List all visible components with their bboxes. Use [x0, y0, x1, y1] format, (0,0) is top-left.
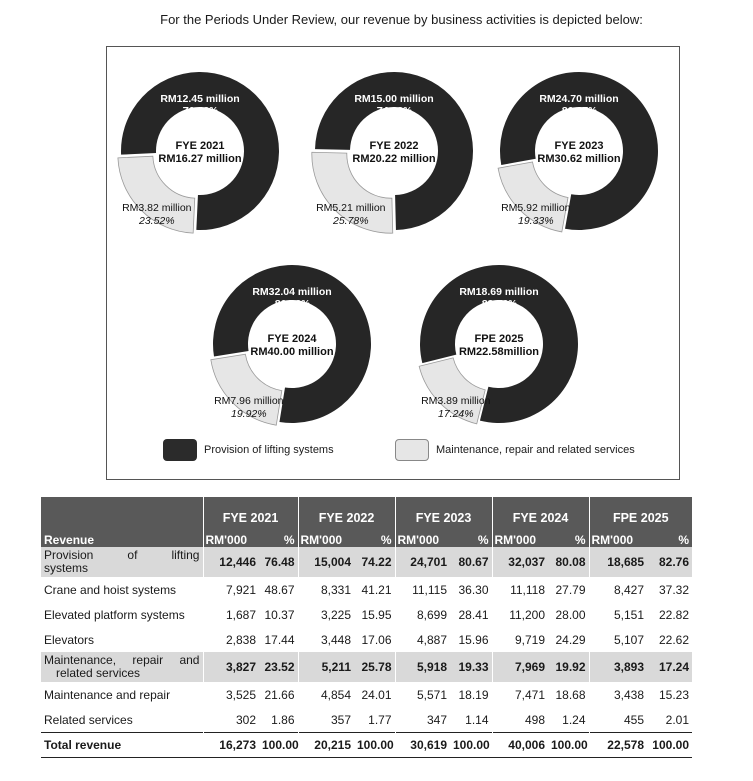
- cell-pct: 1.77: [368, 712, 392, 727]
- legend-swatch-lifting: [163, 439, 197, 461]
- slice-percent-lifting: 74.22%: [376, 105, 412, 117]
- cell-pct: 100.00: [354, 733, 395, 758]
- cell-rm: 302: [203, 707, 259, 733]
- cell-rm: 15,004: [298, 547, 354, 577]
- donut-chart: [498, 72, 658, 232]
- pct-header: %: [647, 525, 692, 547]
- cell-pct: 19.92: [548, 652, 589, 682]
- donut-charts-svg: [107, 47, 679, 479]
- cell-pct: 1.14: [465, 712, 489, 727]
- slice-percent-maintenance: 25.78%: [333, 215, 369, 228]
- cell-rm: 8,427: [589, 577, 647, 602]
- table-row: [41, 707, 692, 733]
- period-header: FYE 2021: [203, 497, 298, 525]
- unit-header: RM'000: [298, 525, 354, 547]
- table-row: [41, 627, 692, 652]
- row-label: Provision of lifting systems: [41, 547, 203, 577]
- cell-rm: 9,719: [492, 627, 548, 652]
- cell-pct: 80.67: [450, 547, 492, 577]
- slice-value-maintenance: RM5.21 million: [316, 202, 386, 215]
- cell-rm: 11,200: [492, 602, 548, 627]
- legend-swatch-maintenance: [395, 439, 429, 461]
- cell-pct: 25.78: [354, 652, 395, 682]
- cell-pct: 18.68: [555, 687, 586, 702]
- row-label: Elevated platform systems: [44, 607, 185, 622]
- donut-total: RM16.27 million: [158, 153, 242, 165]
- cell-pct: 21.66: [264, 687, 295, 702]
- slice-value-maintenance: RM3.82 million: [122, 202, 192, 215]
- slice-percent-maintenance: 19.92%: [231, 408, 267, 421]
- unit-header: RM'000: [492, 525, 548, 547]
- period-header: FYE 2023: [395, 497, 492, 525]
- unit-header: RM'000: [395, 525, 450, 547]
- cell-pct: 41.21: [361, 582, 392, 597]
- donut-chart: [118, 72, 279, 233]
- legend-item-lifting: [163, 439, 334, 461]
- unit-header: RM'000: [589, 525, 647, 547]
- cell-rm: 16,273: [203, 733, 259, 758]
- cell-pct: 37.32: [658, 582, 689, 597]
- unit-header: RM'000: [203, 525, 259, 547]
- donut-total: RM30.62 million: [537, 153, 621, 165]
- table-period-header-row: [41, 497, 692, 525]
- cell-rm: 22,578: [589, 733, 647, 758]
- cell-pct: 10.37: [264, 607, 295, 622]
- cell-rm: 2,838: [203, 627, 259, 652]
- donut-charts-panel: [106, 46, 680, 480]
- donut-title: FYE 2024: [267, 333, 317, 345]
- cell-rm: 7,969: [492, 652, 548, 682]
- table-group-row: [41, 652, 692, 682]
- cell-pct: 80.08: [548, 547, 589, 577]
- slice-percent-lifting: 80.08%: [274, 298, 310, 310]
- cell-rm: 8,699: [395, 602, 450, 627]
- donut-chart: [211, 265, 371, 425]
- revenue-table: [41, 497, 692, 758]
- cell-rm: 30,619: [395, 733, 450, 758]
- cell-rm: 18,685: [589, 547, 647, 577]
- period-header: FYE 2024: [492, 497, 589, 525]
- total-row: [41, 733, 692, 758]
- pct-header: %: [450, 525, 492, 547]
- row-label: Total revenue: [41, 733, 203, 758]
- cell-pct: 24.29: [555, 632, 586, 647]
- period-header: FPE 2025: [589, 497, 692, 525]
- cell-rm: 498: [492, 707, 548, 733]
- cell-pct: 15.95: [361, 607, 392, 622]
- cell-pct: 28.41: [458, 607, 489, 622]
- cell-pct: 17.24: [647, 652, 692, 682]
- cell-rm: 357: [298, 707, 354, 733]
- slice-percent-lifting: 76.48%: [182, 105, 218, 117]
- table-group-row: [41, 547, 692, 577]
- cell-pct: 19.33: [450, 652, 492, 682]
- cell-pct: 76.48: [259, 547, 298, 577]
- cell-pct: 100.00: [548, 733, 589, 758]
- slice-value-lifting: RM18.69 million: [459, 286, 539, 298]
- pct-header: %: [548, 525, 589, 547]
- cell-rm: 3,448: [298, 627, 354, 652]
- cell-pct: 48.67: [264, 582, 295, 597]
- cell-pct: 82.76: [647, 547, 692, 577]
- period-header: FYE 2022: [298, 497, 395, 525]
- cell-rm: 7,471: [492, 682, 548, 707]
- cell-pct: 24.01: [361, 687, 392, 702]
- donut-title: FPE 2025: [474, 333, 524, 345]
- slice-percent-maintenance: 17.24%: [438, 408, 474, 421]
- slice-value-maintenance: RM7.96 million: [214, 395, 284, 408]
- cell-pct: 17.44: [264, 632, 295, 647]
- cell-rm: 12,446: [203, 547, 259, 577]
- cell-pct: 36.30: [458, 582, 489, 597]
- slice-value-maintenance: RM3.89 million: [421, 395, 491, 408]
- table-row: [41, 577, 692, 602]
- cell-rm: 347: [395, 707, 450, 733]
- cell-rm: 11,118: [492, 577, 548, 602]
- donut-title: FYE 2021: [175, 140, 225, 152]
- cell-rm: 3,893: [589, 652, 647, 682]
- slice-percent-maintenance: 19.33%: [518, 215, 554, 228]
- donut-total: RM22.58million: [458, 346, 540, 358]
- cell-pct: 1.86: [271, 712, 295, 727]
- cell-rm: 7,921: [203, 577, 259, 602]
- cell-rm: 3,525: [203, 682, 259, 707]
- row-label: Crane and hoist systems: [44, 582, 177, 597]
- table-row: [41, 602, 692, 627]
- pct-header: %: [354, 525, 395, 547]
- cell-rm: 3,225: [298, 602, 354, 627]
- pct-header: %: [259, 525, 298, 547]
- cell-rm: 4,887: [395, 627, 450, 652]
- cell-rm: 40,006: [492, 733, 548, 758]
- table-unit-header-row: [41, 525, 692, 547]
- row-label: Elevators: [44, 632, 95, 647]
- cell-rm: 5,211: [298, 652, 354, 682]
- table-row: [41, 682, 692, 707]
- cell-pct: 28.00: [555, 607, 586, 622]
- donut-chart: [419, 265, 578, 424]
- cell-rm: 455: [589, 707, 647, 733]
- cell-pct: 18.19: [458, 687, 489, 702]
- revenue-table-body: [41, 547, 692, 758]
- cell-pct: 100.00: [259, 733, 298, 758]
- legend-label-lifting: Provision of lifting systems: [204, 444, 334, 456]
- slice-percent-lifting: 82.76%: [481, 298, 517, 310]
- cell-rm: 20,215: [298, 733, 354, 758]
- row-label: Related services: [44, 712, 133, 727]
- slice-value-lifting: RM24.70 million: [539, 93, 619, 105]
- cell-pct: 100.00: [450, 733, 492, 758]
- revenue-header: Revenue: [41, 525, 203, 547]
- cell-pct: 100.00: [647, 733, 692, 758]
- cell-rm: 24,701: [395, 547, 450, 577]
- cell-pct: 23.52: [259, 652, 298, 682]
- slice-value-lifting: RM32.04 million: [252, 286, 332, 298]
- legend-item-maintenance: [395, 439, 635, 461]
- legend-label-maintenance: Maintenance, repair and related services: [436, 444, 635, 456]
- row-label: Maintenance and repair: [44, 687, 171, 702]
- cell-rm: 1,687: [203, 602, 259, 627]
- slice-value-maintenance: RM5.92 million: [501, 202, 571, 215]
- slice-value-lifting: RM12.45 million: [160, 93, 240, 105]
- slice-percent-lifting: 80.67%: [561, 105, 597, 117]
- cell-rm: 8,331: [298, 577, 354, 602]
- slice-percent-maintenance: 23.52%: [139, 215, 175, 228]
- donut-chart: [312, 72, 473, 233]
- cell-rm: 5,918: [395, 652, 450, 682]
- intro-text: For the Periods Under Review, our revenue by business activities is depicted below:: [160, 12, 643, 27]
- donut-total: RM40.00 million: [250, 346, 334, 358]
- cell-pct: 17.06: [361, 632, 392, 647]
- cell-rm: 4,854: [298, 682, 354, 707]
- cell-rm: 32,037: [492, 547, 548, 577]
- cell-rm: 3,827: [203, 652, 259, 682]
- cell-pct: 2.01: [665, 712, 689, 727]
- cell-pct: 15.23: [658, 687, 689, 702]
- cell-pct: 15.96: [458, 632, 489, 647]
- cell-pct: 22.62: [658, 632, 689, 647]
- donut-total: RM20.22 million: [352, 153, 436, 165]
- donut-title: FYE 2023: [554, 140, 604, 152]
- cell-rm: 5,107: [589, 627, 647, 652]
- cell-rm: 5,571: [395, 682, 450, 707]
- cell-rm: 11,115: [395, 577, 450, 602]
- slice-value-lifting: RM15.00 million: [354, 93, 434, 105]
- cell-pct: 27.79: [555, 582, 586, 597]
- row-label: Maintenance, repair and related services: [41, 652, 203, 682]
- cell-rm: 5,151: [589, 602, 647, 627]
- cell-pct: 1.24: [562, 712, 586, 727]
- cell-pct: 22.82: [658, 607, 689, 622]
- cell-pct: 74.22: [354, 547, 395, 577]
- donut-title: FYE 2022: [369, 140, 419, 152]
- cell-rm: 3,438: [589, 682, 647, 707]
